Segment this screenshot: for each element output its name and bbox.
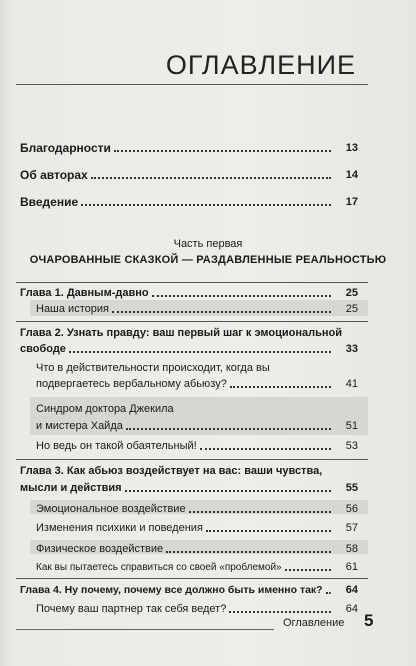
dot-leader bbox=[206, 529, 331, 532]
toc-entry-label: и мистера Хайда bbox=[36, 420, 123, 432]
toc-entry-label: Глава 1. Давным-давно bbox=[20, 287, 149, 299]
toc-entry-page: 51 bbox=[345, 420, 358, 432]
dot-leader bbox=[125, 489, 331, 492]
toc-entry-sub-2-2[interactable] bbox=[0, 415, 416, 433]
page-number: 5 bbox=[364, 611, 374, 630]
toc-entry-sub-1-1[interactable] bbox=[0, 298, 416, 316]
toc-entry-label: Благодарности bbox=[20, 141, 111, 155]
toc-entry-sub-2-1[interactable] bbox=[0, 373, 416, 391]
toc-entry-sub-3-3[interactable] bbox=[0, 538, 416, 556]
toc-entry-label: подвергаетесь вербальному абьюзу? bbox=[36, 378, 227, 390]
footer-rule bbox=[16, 629, 274, 630]
toc-entry-label: свободе bbox=[20, 343, 66, 355]
toc-entry-page: 64 bbox=[345, 584, 358, 596]
toc-entry-label: Изменения психики и поведения bbox=[36, 522, 203, 534]
toc-entry-label: Об авторах bbox=[20, 168, 88, 182]
part-number: Часть первая bbox=[173, 238, 243, 250]
toc-entry-front-3[interactable] bbox=[0, 191, 416, 209]
toc-entry-label: Эмоциональное воздействие bbox=[36, 503, 186, 515]
part-name: ОЧАРОВАННЫЕ СКАЗКОЙ — РАЗДАВЛЕННЫЕ РЕАЛЬНОСТЬЮ bbox=[29, 254, 387, 266]
toc-entry-page: 56 bbox=[345, 503, 358, 515]
toc-entry-chapter-4[interactable] bbox=[0, 579, 416, 597]
dot-leader bbox=[114, 149, 331, 152]
toc-entry-page: 55 bbox=[345, 482, 358, 494]
toc-entry-page: 33 bbox=[345, 343, 358, 355]
toc-entry-sub-4-1[interactable] bbox=[0, 598, 416, 616]
toc-entry-label: Введение bbox=[20, 195, 79, 209]
title-rule bbox=[16, 84, 368, 85]
toc-entry-label: мысли и действия bbox=[20, 482, 122, 494]
toc-entry-chapter-2[interactable] bbox=[0, 338, 416, 356]
chapter-rule bbox=[16, 459, 368, 460]
toc-entry-front-1[interactable] bbox=[0, 137, 416, 155]
toc-entry-chapter-3[interactable] bbox=[0, 477, 416, 495]
toc-entry-chapter-2-line1[interactable]: Глава 2. Узнать правду: ваш первый шаг к эмоциональной bbox=[20, 327, 343, 339]
toc-entry-label: Глава 4. Ну почему, почему все должно быть именно так? bbox=[20, 584, 323, 596]
toc-entry-label: Как вы пытаетесь справиться со своей «проблемой» bbox=[36, 562, 282, 573]
dot-leader bbox=[200, 447, 331, 450]
page-title: ОГЛАВЛЕНИЕ bbox=[165, 50, 356, 80]
toc-entry-page: 58 bbox=[345, 543, 358, 555]
dot-leader bbox=[69, 350, 331, 353]
chapter-rule bbox=[16, 321, 368, 322]
toc-entry-label: Физическое воздействие bbox=[36, 543, 164, 555]
dot-leader bbox=[152, 294, 331, 297]
toc-entry-page: 13 bbox=[345, 142, 358, 154]
toc-entry-chapter-3-line1[interactable]: Глава 3. Как абьюз воздействует на вас: ваши чувства, bbox=[20, 465, 323, 477]
toc-entry-page: 41 bbox=[345, 378, 358, 390]
toc-entry-page: 57 bbox=[345, 522, 358, 534]
toc-entry-label: Почему ваш партнер так себя ведет? bbox=[36, 603, 227, 615]
toc-entry-page: 53 bbox=[345, 440, 358, 452]
dot-leader bbox=[112, 310, 331, 313]
dot-leader bbox=[230, 385, 331, 388]
toc-entry-page: 64 bbox=[345, 603, 358, 615]
dot-leader bbox=[229, 610, 331, 613]
toc-entry-page: 25 bbox=[345, 303, 358, 315]
dot-leader bbox=[81, 203, 331, 206]
dot-leader bbox=[326, 591, 331, 594]
toc-entry-page: 25 bbox=[345, 287, 358, 299]
running-footer-label: Оглавление bbox=[283, 617, 345, 629]
toc-entry-sub-3-1[interactable] bbox=[0, 498, 416, 516]
toc-entry-label: Наша история bbox=[36, 303, 109, 315]
toc-entry-page: 14 bbox=[345, 169, 358, 181]
toc-entry-sub-3-4[interactable] bbox=[0, 556, 416, 574]
dot-leader bbox=[189, 510, 331, 513]
toc-entry-page: 61 bbox=[345, 561, 358, 573]
toc-entry-page: 17 bbox=[345, 196, 358, 208]
toc-entry-label: Но ведь он такой обаятельный! bbox=[36, 440, 197, 452]
toc-entry-sub-2-1-line1[interactable]: Что в действительности происходит, когда вы bbox=[36, 362, 270, 374]
dot-leader bbox=[285, 568, 331, 571]
dot-leader bbox=[126, 427, 331, 430]
toc-entry-sub-2-3[interactable] bbox=[0, 435, 416, 453]
toc-entry-sub-3-2[interactable] bbox=[0, 517, 416, 535]
toc-entry-sub-2-2-line1[interactable]: Синдром доктора Джекила bbox=[36, 403, 174, 415]
dot-leader bbox=[91, 176, 331, 179]
toc-entry-front-2[interactable] bbox=[0, 164, 416, 182]
dot-leader bbox=[166, 550, 331, 553]
